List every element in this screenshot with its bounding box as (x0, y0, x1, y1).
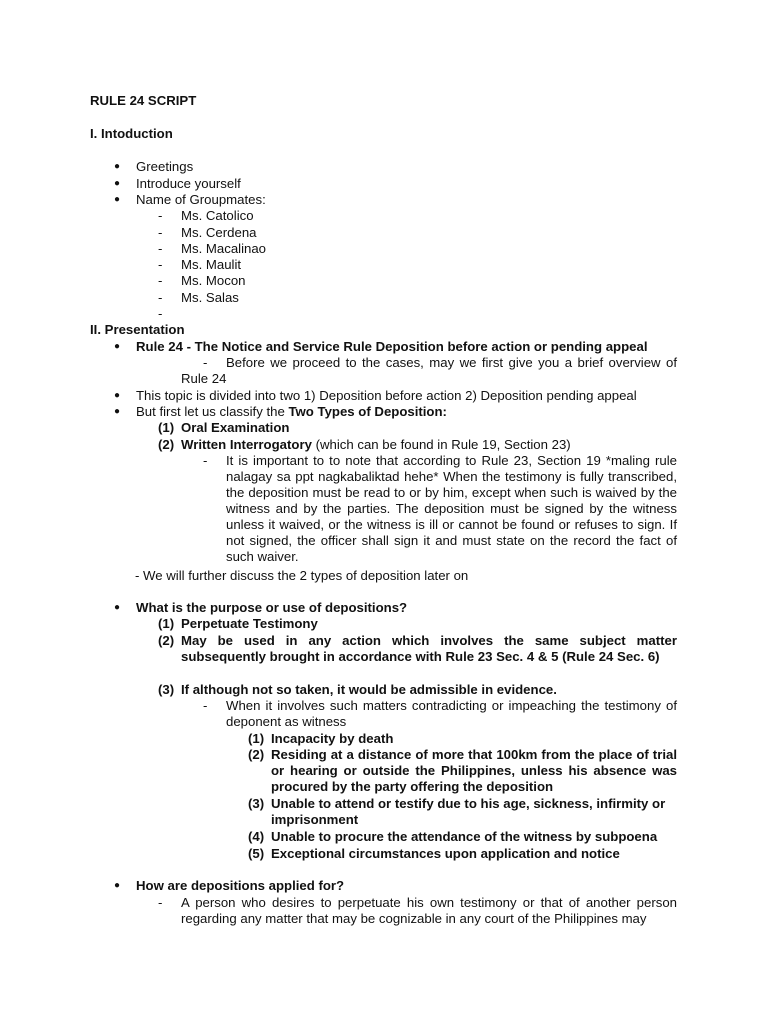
classify-text: But first let us classify the Two Types of Deposition: (136, 404, 447, 419)
dash-marker: - (158, 208, 163, 223)
document-title: RULE 24 SCRIPT (90, 93, 197, 108)
groupmate-item: Ms. Mocon (181, 273, 246, 288)
bullet-icon: ● (114, 390, 121, 401)
bullet-icon: ● (114, 161, 121, 172)
dash-marker: - (158, 241, 163, 256)
dash-marker: - (158, 225, 163, 240)
division-text: This topic is divided into two 1) Deposition before action 2) Deposition pending appeal (136, 388, 637, 403)
dash-marker: - (203, 698, 208, 713)
groupmate-item: Ms. Macalinao (181, 241, 267, 256)
purpose-item: May be used in any action which involves the same subject matter subsequently brought in accordance with Rule 23 Sec. 4 & 5 (Rule 24 Sec. 6) (181, 633, 677, 664)
purpose-item: If although not so taken, it would be admissible in evidence. (181, 682, 557, 697)
groupmate-item: Ms. Salas (181, 290, 239, 305)
purpose-number: (2) (158, 633, 175, 648)
purpose-number: (3) (158, 682, 175, 697)
dash-marker: - (158, 257, 163, 272)
intro-item: Name of Groupmates: (136, 192, 266, 207)
bullet-icon: ● (114, 194, 121, 205)
condition-item: Exceptional circumstances upon application and notice (271, 846, 620, 861)
intro-item: Introduce yourself (136, 176, 241, 191)
bullet-icon: ● (114, 406, 121, 417)
condition-number: (5) (248, 846, 265, 861)
dash-marker: - (158, 290, 163, 305)
further-note: - We will further discuss the 2 types of deposition later on (135, 568, 469, 583)
presentation-heading: II. Presentation (90, 322, 185, 337)
condition-item: Incapacity by death (271, 731, 394, 746)
type-number: (2) (158, 437, 175, 452)
condition-item: Unable to procure the attendance of the witness by subpoena (271, 829, 658, 844)
applied-question: How are depositions applied for? (136, 878, 345, 893)
bullet-icon: ● (114, 880, 121, 891)
intro-item: Greetings (136, 159, 194, 174)
condition-item: Residing at a distance of more that 100km from the place of trial or hearing or outside the Philippines, unless his absence was procured by the party offering the deposition (271, 747, 677, 794)
groupmate-item: Ms. Maulit (181, 257, 242, 272)
condition-number: (3) (248, 796, 265, 811)
dash-marker: - (158, 273, 163, 288)
bullet-icon: ● (114, 178, 121, 189)
bullet-icon: ● (114, 341, 121, 352)
groupmate-item: Ms. Catolico (181, 208, 254, 223)
contradict-note: When it involves such matters contradicting or impeaching the testimony of deponent as witness (226, 698, 677, 729)
overview-note: Before we proceed to the cases, may we first give you a brief overview of Rule 24 (181, 355, 677, 386)
purpose-item: Perpetuate Testimony (181, 616, 318, 631)
bullet-icon: ● (114, 602, 121, 613)
condition-number: (2) (248, 747, 265, 762)
condition-item: Unable to attend or testify due to his age, sickness, infirmity or imprisonment (271, 796, 666, 827)
dash-marker: - (203, 355, 208, 370)
rule23-note: It is important to to note that according to Rule 23, Section 19 *maling rule nalagay sa ppt nagkabaliktad hehe* When the testimony is fully transcribed, the deposition must be read to or by him, except when such is waived by the witness and by the parties. The deposition must be signed by the witness unless it waived, or the witness is ill or cannot be found or refuses to sign. If not signed, the officer shall sign it and must state on the record the fact of such waiver. (226, 453, 677, 564)
applied-answer: A person who desires to perpetuate his own testimony or that of another person regarding any matter that may be cognizable in any court of the Philippines may (181, 895, 677, 926)
purpose-number: (1) (158, 616, 175, 631)
dash-marker: - (203, 453, 208, 468)
condition-number: (4) (248, 829, 265, 844)
condition-number: (1) (248, 731, 265, 746)
rule-heading: Rule 24 - The Notice and Service Rule Deposition before action or pending appeal (136, 339, 648, 354)
type-label: Oral Examination (181, 420, 290, 435)
type-label: Written Interrogatory (which can be found in Rule 19, Section 23) (181, 437, 571, 452)
purpose-question: What is the purpose or use of depositions? (136, 600, 408, 615)
dash-marker: - (158, 895, 163, 910)
dash-marker: - (158, 306, 163, 321)
type-number: (1) (158, 420, 175, 435)
intro-heading: I. Intoduction (90, 126, 173, 141)
groupmate-item: Ms. Cerdena (181, 225, 257, 240)
